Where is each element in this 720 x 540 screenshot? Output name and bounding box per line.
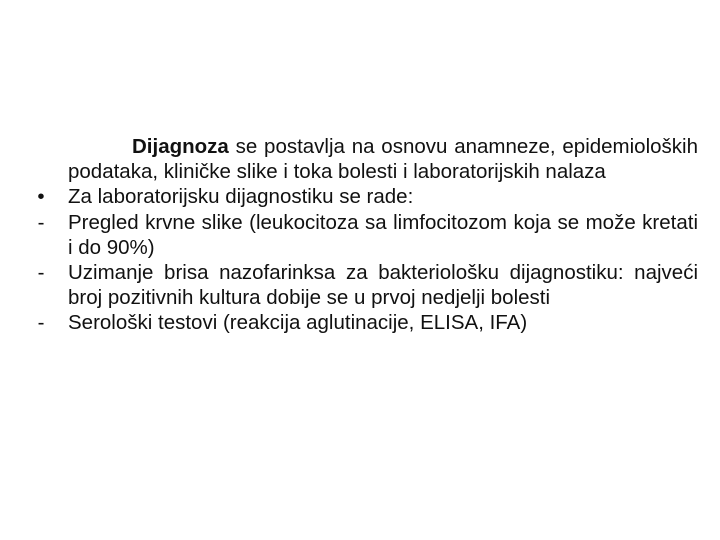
intro-text: se postavlja na osnovu anamneze, epidemioloških podataka, kliničke slike i toka bolesti i laboratorijskih nalaza: [68, 135, 698, 184]
list-item-text: Serološki testovi (reakcija aglutinacije, ELISA, IFA): [68, 311, 528, 335]
slide-body: [32, 134, 698, 336]
dash-marker: -: [37, 311, 45, 335]
intro-paragraph: [32, 134, 698, 184]
list-item-text: Pregled krvne slike (leukocitoza sa limfocitozom koja se može kretati i do 90%): [68, 210, 698, 259]
list-item-text: Uzimanje brisa nazofarinksa za bakteriološku dijagnostiku: najveći broj pozitivnih kultura dobije se u prvoj nedjelji bolesti: [68, 261, 698, 310]
bullet-marker: •: [37, 185, 45, 209]
list-item-dash: [32, 210, 698, 260]
dash-marker: -: [37, 261, 45, 285]
list-item-text: Za laboratorijsku dijagnostiku se rade:: [68, 185, 414, 209]
list-item-bullet: [32, 184, 698, 209]
dash-marker: -: [37, 210, 45, 234]
list-item-dash: [32, 310, 698, 335]
intro-lead-word: Dijagnoza: [132, 135, 229, 158]
list-item-dash: [32, 260, 698, 310]
